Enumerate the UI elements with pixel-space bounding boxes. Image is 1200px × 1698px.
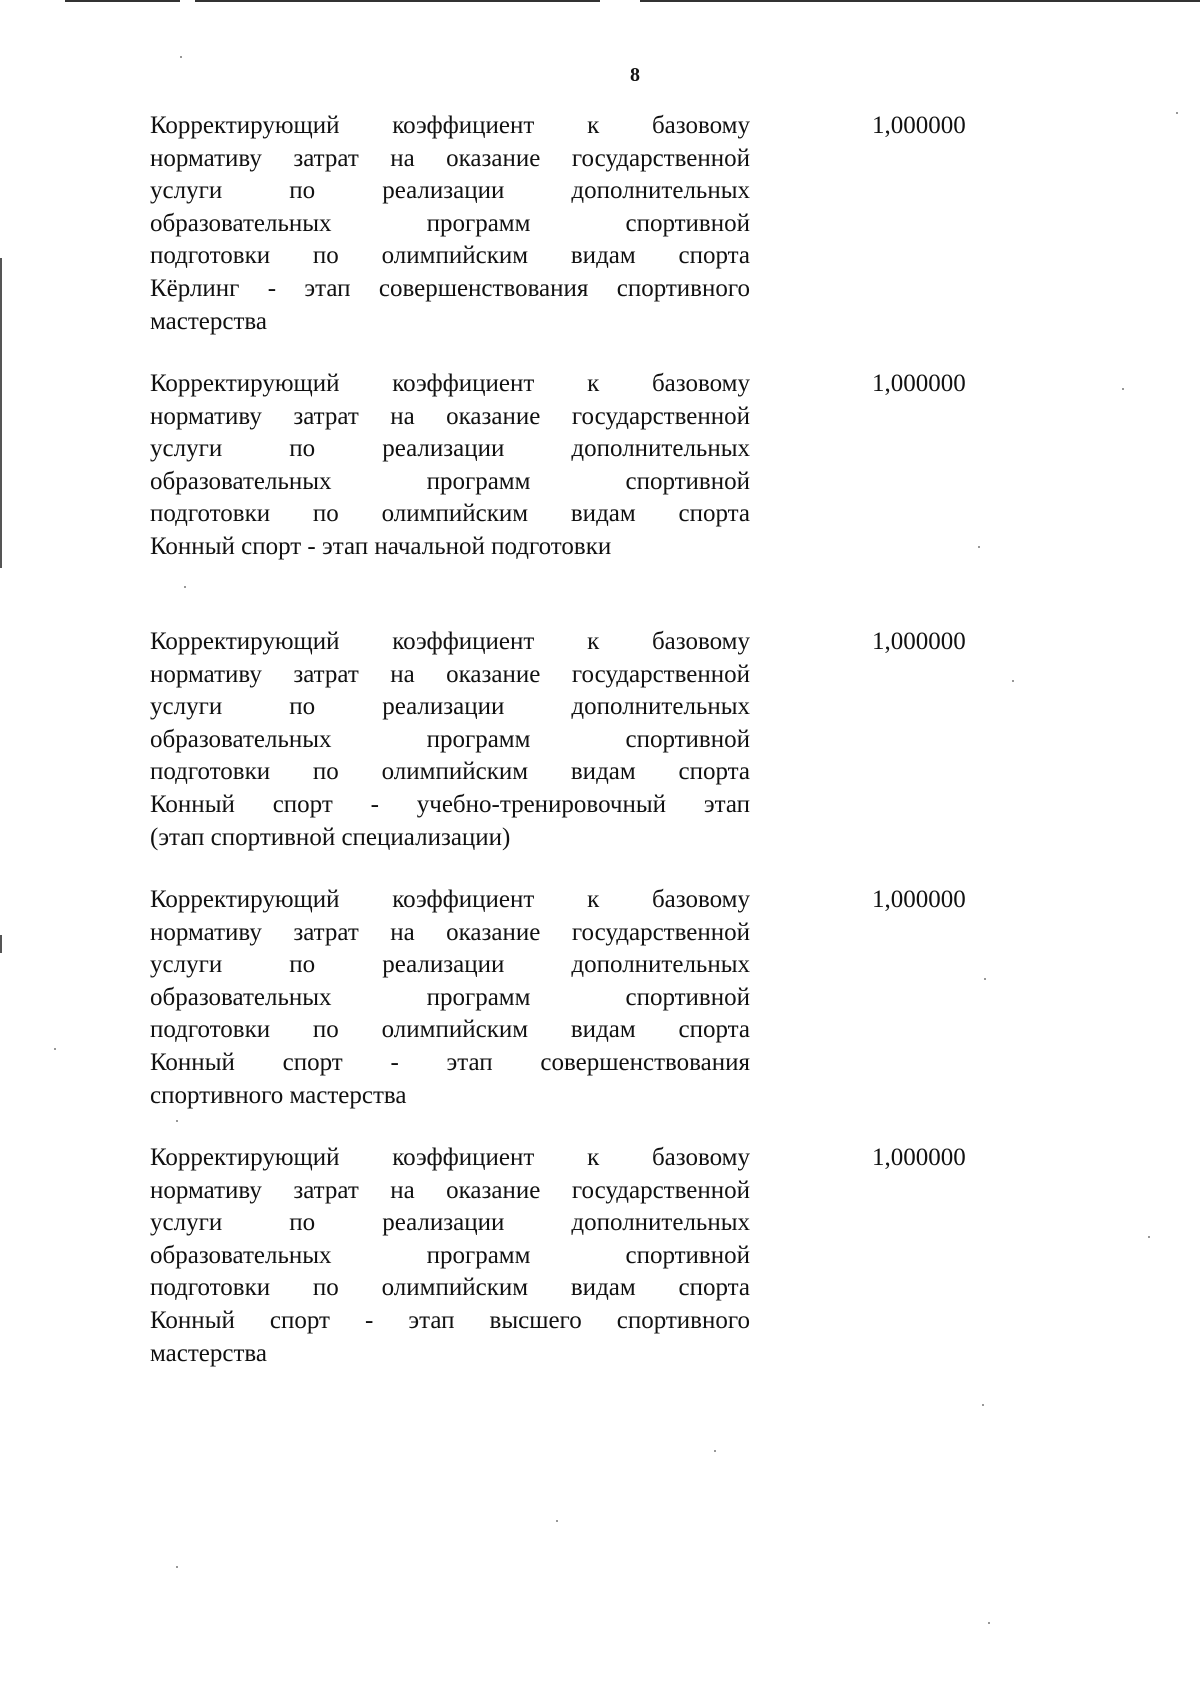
entry-line: образовательных программ спортивной [150, 725, 750, 753]
entry-line: образовательных программ спортивной [150, 1241, 750, 1269]
page-number: 8 [630, 64, 640, 86]
entry-line: Корректирующий коэффициент к базовому [150, 112, 750, 139]
entry-line: мастерства [150, 1339, 267, 1367]
scan-speck [982, 1404, 984, 1406]
entry-line: подготовки по олимпийским видам спорта [150, 500, 750, 528]
entry-line: образовательных программ спортивной [150, 983, 750, 1011]
entry-line: Корректирующий коэффициент к базовому [150, 628, 750, 655]
entry-line: услуги по реализации дополнительных [150, 435, 750, 463]
coefficient-value: 1,000000 [872, 628, 966, 655]
entry-line: подготовки по олимпийским видам спорта [150, 1274, 750, 1302]
scan-speck [1176, 112, 1178, 114]
scan-edge-line [65, 0, 180, 2]
scan-edge-line [195, 0, 600, 2]
entry-line: нормативу затрат на оказание государственной [150, 918, 750, 946]
entry-line: образовательных программ спортивной [150, 209, 750, 237]
scan-speck [1122, 388, 1124, 390]
entry-line: подготовки по олимпийским видам спорта [150, 1016, 750, 1044]
scan-speck [556, 1520, 558, 1522]
scan-speck [1012, 680, 1014, 682]
entry-line: Корректирующий коэффициент к базовому [150, 886, 750, 913]
coefficient-value: 1,000000 [872, 370, 966, 397]
entry-line: нормативу затрат на оказание государственной [150, 1176, 750, 1204]
coefficient-value: 1,000000 [872, 886, 966, 913]
entry-line: Корректирующий коэффициент к базовому [150, 1144, 750, 1171]
entry-line: Конный спорт - этап совершенствования [150, 1048, 750, 1076]
entry-line: Конный спорт - учебно-тренировочный этап [150, 790, 750, 818]
scan-margin-mark [0, 258, 2, 568]
coefficient-value: 1,000000 [872, 112, 966, 139]
entry-line: услуги по реализации дополнительных [150, 1209, 750, 1237]
scan-edge-line [640, 0, 1200, 2]
entry-line: Корректирующий коэффициент к базовому [150, 370, 750, 397]
entry-line: Конный спорт - этап высшего спортивного [150, 1306, 750, 1334]
entry-line: Конный спорт - этап начальной подготовки [150, 532, 612, 560]
entry-line: нормативу затрат на оказание государственной [150, 660, 750, 688]
entry-line: услуги по реализации дополнительных [150, 951, 750, 979]
entry-description [150, 110, 750, 338]
scan-speck [54, 1048, 56, 1050]
entry-line: (этап спортивной специализации) [150, 823, 511, 851]
coefficient-value: 1,000000 [872, 1144, 966, 1171]
entry-description [150, 884, 750, 1112]
entry-line: нормативу затрат на оказание государственной [150, 402, 750, 430]
entry-description [150, 1142, 750, 1370]
entry-line: образовательных программ спортивной [150, 467, 750, 495]
entry-line: подготовки по олимпийским видам спорта [150, 758, 750, 786]
scan-speck [176, 1120, 178, 1122]
scan-speck [988, 1622, 990, 1624]
scan-speck [180, 56, 182, 58]
entry-line: Кёрлинг - этап совершенствования спортивного [150, 274, 750, 302]
entry-line: подготовки по олимпийским видам спорта [150, 242, 750, 270]
entry-line: мастерства [150, 307, 267, 335]
entry-description [150, 626, 750, 854]
scan-speck [714, 1450, 716, 1452]
scan-margin-mark [0, 935, 2, 953]
scan-speck [1148, 1236, 1150, 1238]
scan-speck [184, 586, 186, 588]
scan-speck [176, 1566, 178, 1568]
entry-description [150, 368, 750, 564]
entry-line: нормативу затрат на оказание государственной [150, 144, 750, 172]
scan-speck [978, 546, 980, 548]
entry-line: услуги по реализации дополнительных [150, 177, 750, 205]
entry-line: услуги по реализации дополнительных [150, 693, 750, 721]
scan-speck [984, 978, 986, 980]
entry-line: спортивного мастерства [150, 1081, 407, 1109]
